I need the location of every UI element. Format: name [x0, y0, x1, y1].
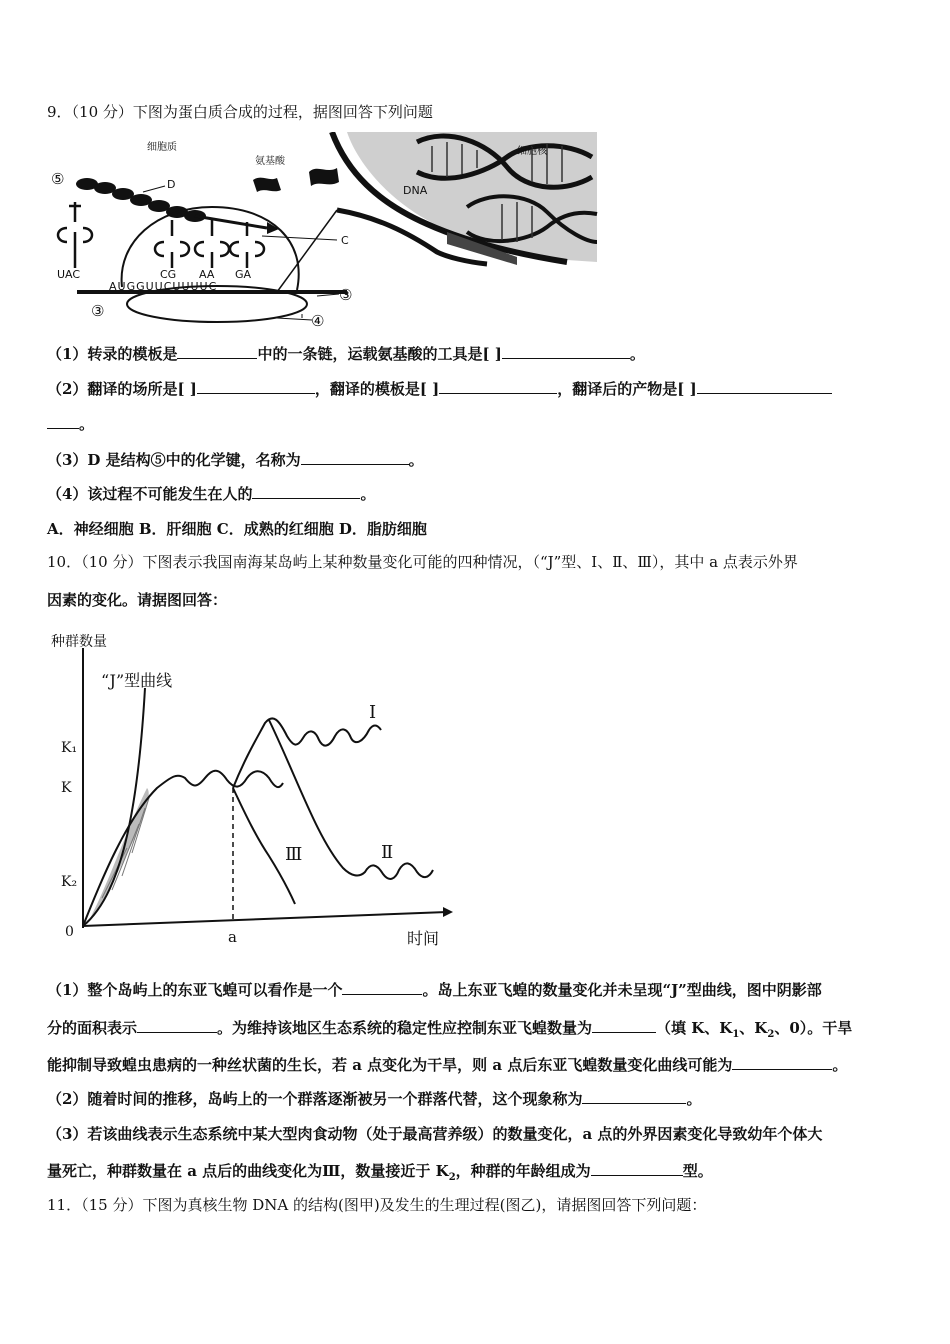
y-tick-k1: K₁	[61, 740, 78, 756]
y-axis-label: 种群数量	[51, 634, 107, 650]
blank[interactable]	[47, 414, 79, 429]
blank[interactable]	[502, 344, 630, 359]
mrna-sequence: AUGGUUCUUUUC	[109, 280, 218, 293]
curve-I	[233, 718, 381, 788]
q10-part1-line2: 分的面积表示 。为维持该地区生态系统的稳定性应控制东亚飞蝗数量为 （填 K、$K_1$、$K_2$、0）。干旱	[47, 1019, 853, 1040]
q9-header: 9．（10 分）下图为蛋白质合成的过程，据图回答下列问题	[47, 103, 433, 121]
anticodon-1: UAC	[57, 268, 81, 281]
blank[interactable]	[342, 980, 422, 995]
j-curve-label: “J”型曲线	[101, 671, 173, 690]
curve-label-III: Ⅲ	[285, 844, 303, 865]
x-axis-label: 时间	[407, 929, 440, 948]
label-nucleus: 细胞核	[517, 146, 547, 157]
anticodon-2: CG	[160, 268, 177, 281]
s-curve	[83, 771, 283, 926]
q9-part4: （4）该过程不可能发生在人的 。	[47, 485, 376, 503]
anticodon-3: AA	[199, 268, 215, 281]
label-circle-4: ④	[311, 312, 325, 328]
blank[interactable]	[197, 379, 315, 394]
label-dna: DNA	[403, 184, 428, 197]
q10-part2: （2）随着时间的推移，岛屿上的一个群落逐渐被另一个群落代替，这个现象称为 。	[47, 1090, 702, 1108]
blank[interactable]	[591, 1161, 683, 1176]
origin-label: 0	[65, 924, 74, 940]
label-c: C	[341, 234, 349, 247]
j-curve	[83, 688, 145, 926]
curve-label-I: Ⅰ	[369, 702, 377, 723]
y-tick-k2: K₂	[61, 874, 78, 890]
q9-part3: （3）D 是结构⑤中的化学键，名称为 。	[47, 451, 424, 469]
blank[interactable]	[732, 1055, 832, 1070]
blank[interactable]	[697, 379, 832, 394]
q9-options: A．神经细胞 B．肝细胞 C．成熟的红细胞 D．脂肪细胞	[47, 520, 427, 538]
population-curve-chart	[47, 628, 467, 950]
label-cytoplasm: 细胞质	[147, 142, 177, 153]
label-circle-5: ⑤	[51, 170, 65, 188]
q10-header: 10．（10 分）下图表示我国南海某岛屿上某种数量变化可能的四种情况，（“J”型、Ⅰ、Ⅱ、Ⅲ），其中 a 点表示外界	[47, 553, 798, 571]
blank[interactable]	[301, 450, 409, 465]
x-tick-a: a	[228, 928, 237, 946]
y-tick-k: K	[61, 780, 72, 796]
q9-part2: （2）翻译的场所是[ ] ，翻译的模板是[ ] ，翻译后的产物是[ ]	[47, 379, 832, 399]
label-amino-acid: 氨基酸	[255, 156, 285, 167]
q10-header-cont: 因素的变化。请据图回答：	[47, 591, 228, 609]
anticodon-4: GA	[235, 268, 252, 281]
blank[interactable]	[592, 1018, 656, 1033]
label-circle-3b: ③	[339, 286, 353, 304]
x-axis	[83, 912, 447, 926]
blank[interactable]	[177, 344, 257, 359]
protein-synthesis-figure	[47, 132, 602, 328]
label-circle-3a: ③	[91, 302, 105, 320]
blank[interactable]	[582, 1089, 686, 1104]
blank[interactable]	[252, 484, 360, 499]
q11-header: 11．（15 分）下图为真核生物 DNA 的结构(图甲)及发生的生理过程(图乙)，请据图回答下列问题：	[47, 1196, 707, 1214]
q10-part3-line1: （3）若该曲线表示生态系统中某大型肉食动物（处于最高营养级）的数量变化，a 点的外界因素变化导致幼年个体大	[47, 1125, 823, 1143]
q10-part3-line2: 量死亡，种群数量在 a 点后的曲线变化为Ⅲ，数量接近于 $K_2$，种群的年龄组成为 型。	[47, 1162, 713, 1183]
label-d: D	[167, 178, 176, 191]
q10-part1-line1: （1）整个岛屿上的东亚飞蝗可以看作是一个 。岛上东亚飞蝗的数量变化并未呈现“J”型曲线，图中阴影部	[47, 981, 822, 999]
blank[interactable]	[137, 1018, 217, 1033]
q9-part1: （1）转录的模板是 中的一条链，运载氨基酸的工具是[ ] 。	[47, 345, 645, 363]
curve-label-II: Ⅱ	[381, 842, 394, 863]
q9-part2-cont: 。	[47, 414, 94, 434]
blank[interactable]	[439, 379, 557, 394]
q10-part1-line3: 能抑制导致蝗虫患病的一种丝状菌的生长，若 a 点变化为干旱，则 a 点后东亚飞蝗数量变化曲线可能为 。	[47, 1056, 848, 1074]
